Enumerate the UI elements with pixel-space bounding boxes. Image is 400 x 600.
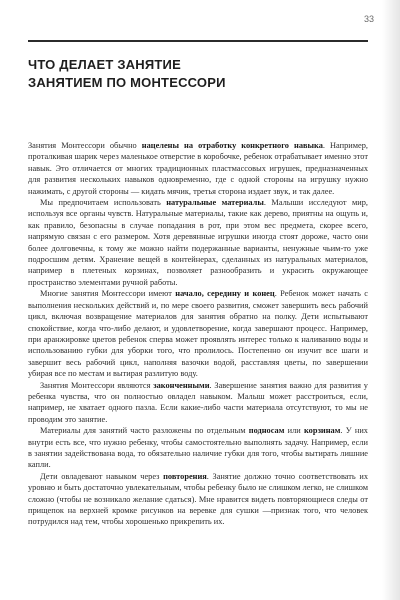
emphasized-phrase: корзинам xyxy=(303,426,341,436)
page-edge-shadow xyxy=(382,0,400,600)
paragraph-text: Мы предпочитаем использовать xyxy=(40,198,167,208)
section-title-line-2: ЗАНЯТИЕМ ПО МОНТЕССОРИ xyxy=(28,75,226,90)
emphasized-phrase: повторения xyxy=(163,471,207,481)
section-title xyxy=(28,56,368,92)
paragraph-text: . У них внутри есть все, что нужно ребенку, чтобы самостоятельно выполнять задачу. Например, если в занятии задействована вода, то обязательно наличие губки для того, чтобы вытирать лишние капли. xyxy=(28,426,368,470)
paragraph-text: . Занятие должно точно соответствовать их уровню и быть достаточно увлекательным, чтобы ребенку было не слишком легко, не слишком сложно (чтобы не возникало желание сдаться). Мне нравится видеть повторяющиеся следы от прищепок на верхней кромке рисунков на веревке для сушки —признак того, что человек потрудился над тем, чтобы хорошенько прикрепить их. xyxy=(28,471,368,527)
body-paragraph xyxy=(28,288,368,379)
paragraph-text: Дети овладевают навыком через xyxy=(40,471,164,481)
body-paragraph xyxy=(28,471,368,528)
body-paragraph xyxy=(28,380,368,426)
paragraph-text: или xyxy=(284,426,304,436)
paragraph-text: Материалы для занятий часто разложены по отдельным xyxy=(40,426,249,436)
emphasized-phrase: подносам xyxy=(248,426,285,436)
page-number: 33 xyxy=(363,14,374,24)
paragraph-text: . Например, проталкивая шарик через маленькое отверстие в коробочке, ребенок отрабатывает именно этот навык. Это отличается от многих традиционных пластмассовых игрушек, предназначенных для развития нескольких навыков одновременно, где с одной стороны на игрушку нужно нажимать, с другой стороны — кидать мячик, третья сторона издает звук, и так далее. xyxy=(28,141,368,196)
emphasized-phrase: начало, середину и конец xyxy=(175,289,275,299)
paragraph-text: Занятия Монтессори являются xyxy=(40,380,154,390)
paragraph-text: . Ребенок может начать с выполнения нескольких действий и, по мере своего развития, сможет завершить весь рабочий цикл, включая возвращение материалов для занятия обратно на полку. Дети испытывают спокойствие, когда что-либо делают, и удовлетворение, когда завершают процесс. Например, при аранжировке цветов ребенок сперва может проявлять интерес только к наливанию воды и использованию губки для уборки того, что пролилось. Постепенно он изучит все шаги и завершит весь рабочий цикл, наполняя вазочки водой, расставляя цветы, по завершении убирая все по местам и вытирая разлитую воду. xyxy=(28,289,368,379)
paragraph-text: . Малыши исследуют мир, используя все органы чувств. Натуральные материалы, такие как дерево, приятны на ощупь и, как правило, безопасны в случае попадания в рот, при этом вес предмета, скорее всего, напрямую связан с его размером. Хотя деревянные игрушки иногда стоят дороже, часто они более долговечны, к тому же можно найти подержанные варианты, ненужные чьим-то уже подросшим детям. Хранение вещей в контейнерах, сделанных из натуральных материалов, например в плетеных корзинах, позволяет разнообразить и украсить окружающее пространство элементами ручной работы. xyxy=(28,198,368,287)
header-rule xyxy=(28,40,368,42)
body-paragraph xyxy=(28,197,368,288)
emphasized-phrase: натуральные материалы xyxy=(166,198,264,208)
body-paragraph xyxy=(28,425,368,471)
section-title-line-1: ЧТО ДЕЛАЕТ ЗАНЯТИЕ xyxy=(28,57,181,72)
body-paragraph xyxy=(28,140,368,197)
emphasized-phrase: нацелены на отработку конкретного навыка xyxy=(141,141,323,150)
paragraph-text: Многие занятия Монтессори имеют xyxy=(40,289,176,299)
paragraph-text: Занятия Монтессори обычно xyxy=(28,141,142,150)
emphasized-phrase: законченными xyxy=(153,380,210,390)
body-text xyxy=(28,140,368,528)
paragraph-text: . Завершение занятия важно для развития у ребенка чувства, что он полностью овладел навыком. Малыш может расстроиться, если, например, не хватает одного пазла. Если какие-либо части материала отсутствуют, то мы не проводим это занятие. xyxy=(28,380,368,424)
